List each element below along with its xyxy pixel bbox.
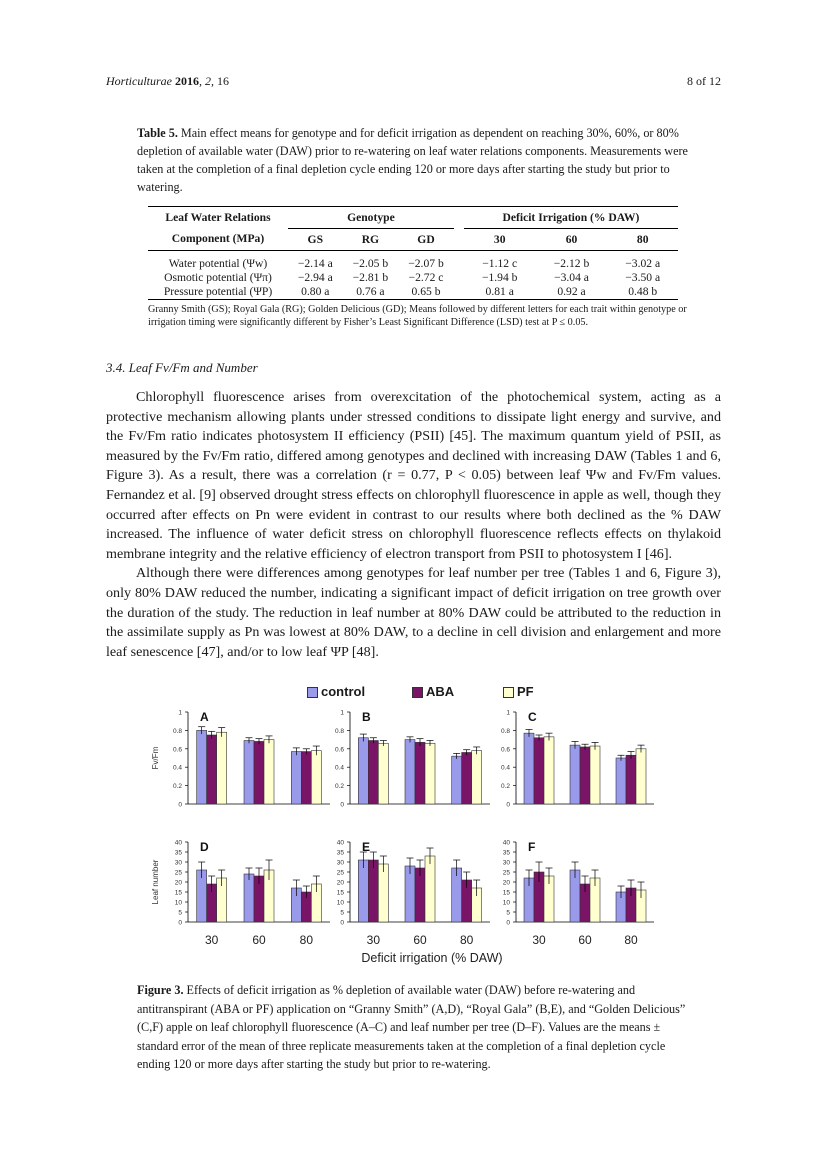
paragraph: Although there were differences among genotypes for leaf number per tree (Tables 1 and 6, Figure 3), only 80% DAW reduced the number, indicating a significant impact of deficit irrigation on tree growth over the duration of the study. The reduction in leaf number at 80% DAW could be attributed to the reduction in the assimilate supply as Pn was lowest at 80% DAW, to a decline in cell division and enlargement and more leaf senescence [47], and/or to low leaf ΨP [48]. [106,565,721,660]
x-tick-label: 30 [204,933,219,947]
bar-aba [368,741,378,804]
table-cell: 0.92 a [557,285,586,298]
figure-label: Figure 3. [137,983,184,997]
table-row [148,257,678,271]
table-cell: −2.72 c [408,271,444,284]
bar-control [452,868,462,922]
bar-aba [254,741,264,804]
y-tick-label: 10 [174,899,182,907]
x-axis-label: Deficit irrigation (% DAW) [361,951,503,965]
table-cell: −2.07 b [408,257,444,270]
y-tick-label: 0 [506,919,510,927]
bar-aba [580,747,590,804]
bar-pf [378,864,388,922]
y-tick-label: 5 [178,909,182,917]
table-caption [137,124,697,196]
bar-control [616,758,626,804]
y-tick-label: 40 [174,839,182,847]
y-tick-label: 0.6 [500,746,510,754]
bar-pf [264,740,274,804]
bar-aba [368,860,378,922]
running-header: Horticulturae 2016, 2, 16 [106,74,229,88]
bar-control [244,741,254,804]
x-tick-label: 60 [578,933,592,947]
bar-control [197,730,207,804]
table-head-genotype: Genotype [288,207,454,229]
legend-swatch [503,687,514,698]
figure-caption-text: Effects of deficit irrigation as % depletion of available water (DAW) before re-watering and antitranspirant (ABA or PF) application on “Granny Smith” (A,D), “Royal Gala” (B,E), and “Golden Delicious” (C,F) apple on leaf chlorophyll fluorescence (A–C) and leaf number per tree (D–F). Values are the means ± standard error of the mean of three replicate measurements taken at the completion of a final depletion cycle ending 120 or more days after starting the study but prior to re-watering. [137,983,686,1071]
figure-3 [130,700,700,970]
table-cell: −2.81 b [352,271,389,284]
x-tick-label: 60 [413,933,427,947]
y-tick-label: 30 [174,859,182,867]
y-tick-label: 25 [502,869,510,877]
bar-control [291,752,301,804]
y-tick-label: 20 [336,879,344,887]
table-cell: −3.02 a [625,257,661,270]
legend-item-control [307,684,365,699]
legend-item-pf [503,684,534,699]
y-tick-label: 35 [174,849,182,857]
panel-label: A [200,710,209,724]
table-cell: 0.65 b [411,285,441,298]
page-number: 8 of 12 [687,74,721,88]
y-tick-label: 30 [502,859,510,867]
y-tick-label: 15 [174,889,182,897]
y-tick-label: 20 [174,879,182,887]
table-head-80: 80 [636,232,649,246]
y-tick-label: 0.6 [334,746,344,754]
table-cell: −2.14 a [297,257,333,270]
bar-control [452,756,462,804]
y-tick-label: 1 [340,709,344,717]
bar-pf [425,856,435,922]
table-head-60: 60 [565,232,578,246]
y-tick-label: 1 [506,709,510,717]
y-tick-label: 5 [506,909,510,917]
panel-label: C [528,710,537,724]
y-tick-label: 0 [178,801,182,809]
table-head-gs: GS [307,232,324,246]
panel-label: D [200,840,209,854]
y-tick-label: 0.2 [334,783,344,791]
legend-swatch [412,687,423,698]
bar-control [405,866,415,922]
y-tick-label: 35 [336,849,344,857]
bar-aba [207,735,217,804]
table-5 [148,207,678,300]
bar-pf [544,737,554,804]
article-number: 16 [217,74,229,88]
x-tick-label: 30 [366,933,381,947]
table-head-leaf-relations: Leaf Water Relations [165,210,271,224]
y-tick-label: 0.4 [172,764,182,772]
bar-aba [534,738,544,804]
section-heading: 3.4. Leaf Fv/Fm and Number [106,360,258,375]
y-tick-label: 15 [502,889,510,897]
y-tick-label: 0 [178,919,182,927]
y-axis-label: Leaf number [151,859,160,905]
x-tick-label: 60 [252,933,266,947]
row-label: Osmotic potential (Ψπ) [164,271,272,284]
table-cell: 0.48 b [628,285,658,298]
legend-label: PF [517,684,534,699]
table-head-component: Component (MPa) [171,232,265,246]
y-tick-label: 0 [340,919,344,927]
bar-pf [590,746,600,804]
bar-aba [301,752,311,804]
bar-control [570,745,580,804]
table-cell: −1.94 b [481,271,518,284]
y-tick-label: 0.4 [334,764,344,772]
bar-pf [311,751,321,804]
body-text [106,388,721,662]
bar-control [244,874,254,922]
table-label: Table 5. [137,126,178,140]
row-label: Pressure potential (ΨP) [163,285,273,298]
table-cell: 0.76 a [356,285,385,298]
y-tick-label: 30 [336,859,344,867]
y-tick-label: 0 [340,801,344,809]
bar-pf [378,743,388,804]
bar-pf [472,751,482,804]
bar-control [358,860,368,922]
panel-label: F [528,840,536,854]
bar-aba [626,755,636,804]
y-tick-label: 40 [336,839,344,847]
y-tick-label: 1 [178,709,182,717]
table-cell: −2.94 a [297,271,333,284]
table-footnote: Granny Smith (GS); Royal Gala (RG); Golden Delicious (GD); Means followed by different letters for each trait within genotype or irrigation timing were significantly different by Fisher’s Least Significant Difference (LSD) test at P ≤ 0.05. [148,304,687,328]
y-tick-label: 15 [336,889,344,897]
row-label: Water potential (Ψw) [168,257,268,270]
table-cell: −3.50 a [625,271,661,284]
y-tick-label: 0.8 [500,727,510,735]
y-tick-label: 0.8 [334,727,344,735]
bar-aba [415,868,425,922]
y-tick-label: 0.4 [500,764,510,772]
bar-pf [636,749,646,804]
y-tick-label: 10 [502,899,510,907]
table-cell: −1.12 c [482,257,518,270]
table-head-30: 30 [493,232,506,246]
x-tick-label: 30 [532,933,546,947]
x-tick-label: 80 [624,933,638,947]
journal-volume: 2 [205,74,211,88]
journal-year: 2016 [175,74,199,88]
table-cell: 0.80 a [301,285,330,298]
legend-label: control [321,684,366,699]
table-head-deficit: Deficit Irrigation (% DAW) [464,207,678,229]
bar-control [358,738,368,804]
y-tick-label: 25 [174,869,182,877]
table-cell: 0.81 a [485,285,514,298]
y-tick-label: 0.6 [172,746,182,754]
bar-aba [462,752,472,804]
journal-name: Horticulturae [106,74,172,88]
x-tick-label: 80 [459,933,474,947]
y-tick-label: 5 [340,909,344,917]
table-cell: −2.12 b [553,257,590,270]
table-row [148,271,678,285]
table-cell: −3.04 a [554,271,589,284]
y-axis-label: Fv/Fm [151,746,160,770]
legend-swatch [307,687,318,698]
panel-label: E [362,840,371,854]
y-tick-label: 35 [502,849,510,857]
table-head-gd: GD [417,232,435,246]
y-tick-label: 40 [502,839,510,847]
y-tick-label: 25 [336,869,344,877]
panel-label: B [362,710,371,724]
y-tick-label: 0.8 [172,727,182,735]
bar-pf [425,743,435,804]
table-row [148,285,678,300]
y-tick-label: 0.2 [500,783,510,791]
legend-item-aba [412,684,454,699]
table-cell: −2.05 b [352,257,389,270]
y-tick-label: 10 [336,899,344,907]
table-head-rg: RG [361,232,380,246]
bar-pf [217,732,227,804]
y-tick-label: 20 [502,879,510,887]
legend-label: ABA [426,684,455,699]
bar-control [524,733,534,804]
bar-aba [415,742,425,804]
bar-control [405,740,415,804]
table-caption-text: Main effect means for genotype and for deficit irrigation as dependent on reaching 30%, 60%, or 80% depletion of available water (DAW) prior to re-watering on leaf water relations components. Measurements were taken at the completion of a final depletion cycle ending 120 or more days after starting the study but prior to watering. [137,126,688,194]
y-tick-label: 0 [506,801,510,809]
figure-caption [137,981,697,1074]
x-tick-label: 80 [299,933,314,947]
paragraph: Chlorophyll fluorescence arises from overexcitation of the photochemical system, acting as a protective mechanism allowing plants under stressed conditions to dissipate light energy and survive, and the Fv/Fm ratio indicates photosystem II efficiency (PSII) [45]. The maximum quantum yield of PSII, as measured by the Fv/Fm ratio, differed among genotypes and declined with increasing DAW (Tables 1 and 6, Figure 3). As a result, there was a correlation (r = 0.77, P < 0.05) between leaf Ψw and Fv/Fm values. Fernandez et al. [9] observed drought stress effects on chlorophyll fluorescence in apple as well, though they occurred after effects on Pn were evident in contrast to our results where both declined as the % DAW increased. The influence of water deficit stress on chlorophyll fluorescence reflects effects on thylakoid membrane integrity and the relative efficiency of electron transport from PSII to photosystem I [46]. [106,389,721,562]
y-tick-label: 0.2 [172,783,182,791]
